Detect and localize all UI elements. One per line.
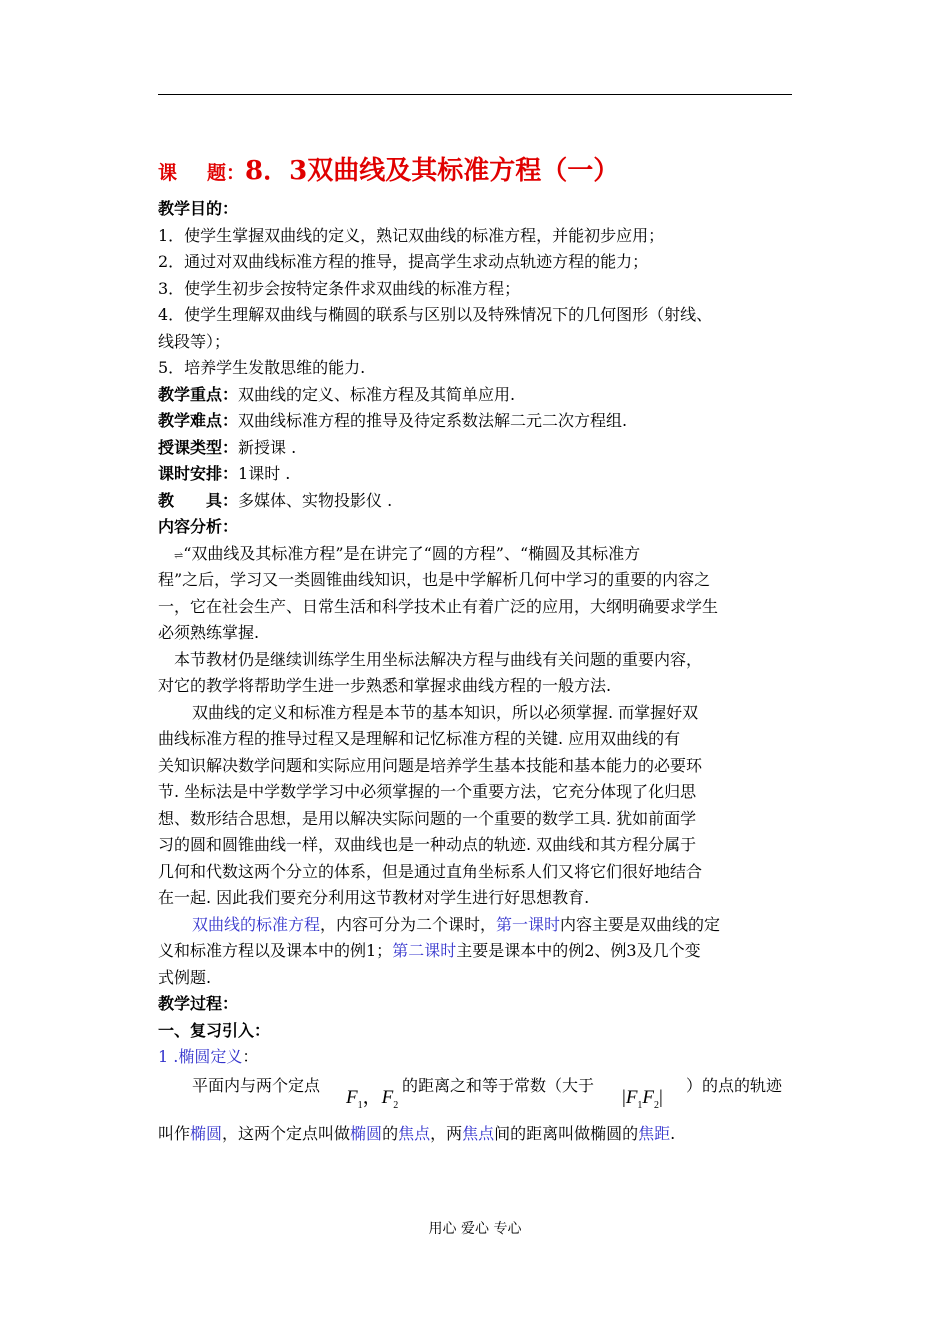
page-title [158,150,619,187]
title-main: 8．3双曲线及其标准方程（一） [245,156,620,186]
analysis-p2-line: 对它的教学将帮助学生进一步熟悉和掌握求曲线方程的一般方法. [158,676,612,695]
definition-line-2: 叫作椭圆，这两个定点叫做椭圆的焦点，两焦点间的距离叫做椭圆的焦距. [158,1123,676,1143]
analysis-p1-line: 程”之后，学习又一类圆锥曲线知识，也是中学解析几何中学习的重要的内容之 [158,570,711,589]
difficult-points: 教学难点：双曲线标准方程的推导及待定系数法解二元二次方程组. [158,411,628,430]
link-first-lesson[interactable]: 第一课时 [496,914,561,934]
analysis-p4-line: 式例题. [158,967,212,987]
analysis-p3-line: 曲线标准方程的推导过程又是理解和记忆标准方程的关键. 应用双曲线的有 [158,729,681,748]
focal-distance-abs: $|F_1F_2|$ [622,1086,663,1111]
process-heading: 教学过程： [158,994,239,1013]
link-ellipse-definition[interactable]: 椭圆定义 [178,1047,243,1066]
analysis-p1-line: ⇌“双曲线及其标准方程”是在讲完了“圆的方程”、“椭圆及其标准方 [174,543,641,563]
header-rule [158,94,792,95]
objective-item: 2．通过对双曲线标准方程的推导，提高学生求动点轨迹方程的能力； [158,252,649,271]
analysis-p3-line: 节. 坐标法是中学数学学习中必须掌握的一个重要方法，它充分体现了化归思 [158,782,697,801]
ellipse-definition-item: 1 .椭圆定义： [158,1047,259,1066]
lesson-type: 授课类型：新授课 . [158,437,297,457]
objective-item: 3．使学生初步会按特定条件求双曲线的标准方程； [158,278,521,298]
teaching-tools: 教 具：多媒体、实物投影仪 . [158,490,393,510]
foci-f1-f2: $F_1$，$F_2$ [346,1086,399,1111]
title-prefix: 课 题： [158,162,246,184]
page-footer: 用心 爱心 专心 [428,1221,522,1237]
analysis-heading: 内容分析： [158,517,239,536]
analysis-p4-line: 双曲线的标准方程，内容可分为二个课时，第一课时内容主要是双曲线的定 [192,914,721,934]
link-focal-distance[interactable]: 焦距 [638,1123,671,1143]
document-body [158,196,792,1147]
link-ellipse[interactable]: 椭圆 [350,1123,383,1143]
definition-line: 平面内与两个定点 $F_1$，$F_2$ 的距离之和等于常数（大于 $|F_1F_2|$ ）的点的轨迹 [158,1073,792,1115]
lesson-time: 课时安排：1课时 . [158,464,291,483]
objectives-heading: 教学目的： [158,199,239,218]
analysis-p3-line: 几何和代数这两个分立的体系，但是通过直角坐标系人们又将它们很好地结合 [158,861,703,881]
analysis-p3-line: 双曲线的定义和标准方程是本节的基本知识，所以必须掌握. 而掌握好双 [192,702,699,722]
objective-item: 1．使学生掌握双曲线的定义，熟记双曲线的标准方程，并能初步应用； [158,225,665,245]
analysis-p1-line: 一，它在社会生产、日常生活和科学技术止有着广泛的应用，大纲明确要求学生 [158,596,719,616]
link-hyperbola-standard-equation[interactable]: 双曲线的标准方程 [192,914,321,934]
analysis-p4-line: 义和标准方程以及课本中的例1；第二课时主要是课本中的例2、例3及几个变 [158,941,701,960]
link-second-lesson[interactable]: 第二课时 [392,941,457,960]
key-points: 教学重点：双曲线的定义、标准方程及其简单应用. [158,384,516,404]
link-focus[interactable]: 焦点 [398,1123,431,1143]
anchor-symbol: ⇌ [174,548,184,562]
analysis-p3-line: 想、数形结合思想，是用以解决实际问题的一个重要的数学工具. 犹如前面学 [158,808,697,828]
analysis-p3-line: 关知识解决数学问题和实际应用问题是培养学生基本技能和基本能力的必要环 [158,755,703,775]
section-review-heading: 一、复习引入： [158,1020,271,1040]
analysis-p3-line: 习的圆和圆锥曲线一样，双曲线也是一种动点的轨迹. 双曲线和其方程分属于 [158,835,697,854]
objective-item: 5．培养学生发散思维的能力. [158,358,366,377]
link-focus[interactable]: 焦点 [462,1123,495,1143]
analysis-p3-line: 在一起. 因此我们要充分利用这节教材对学生进行好思想教育. [158,888,590,907]
analysis-p1-line: 必须熟练掌握. [158,623,260,642]
objective-item: 4．使学生理解双曲线与椭圆的联系与区别以及特殊情况下的几何图形（射线、 [158,305,713,324]
analysis-p2-line: 本节教材仍是继续训练学生用坐标法解决方程与曲线有关问题的重要内容， [174,649,703,669]
link-ellipse[interactable]: 椭圆 [190,1123,223,1143]
objective-item: 线段等）； [158,331,231,351]
